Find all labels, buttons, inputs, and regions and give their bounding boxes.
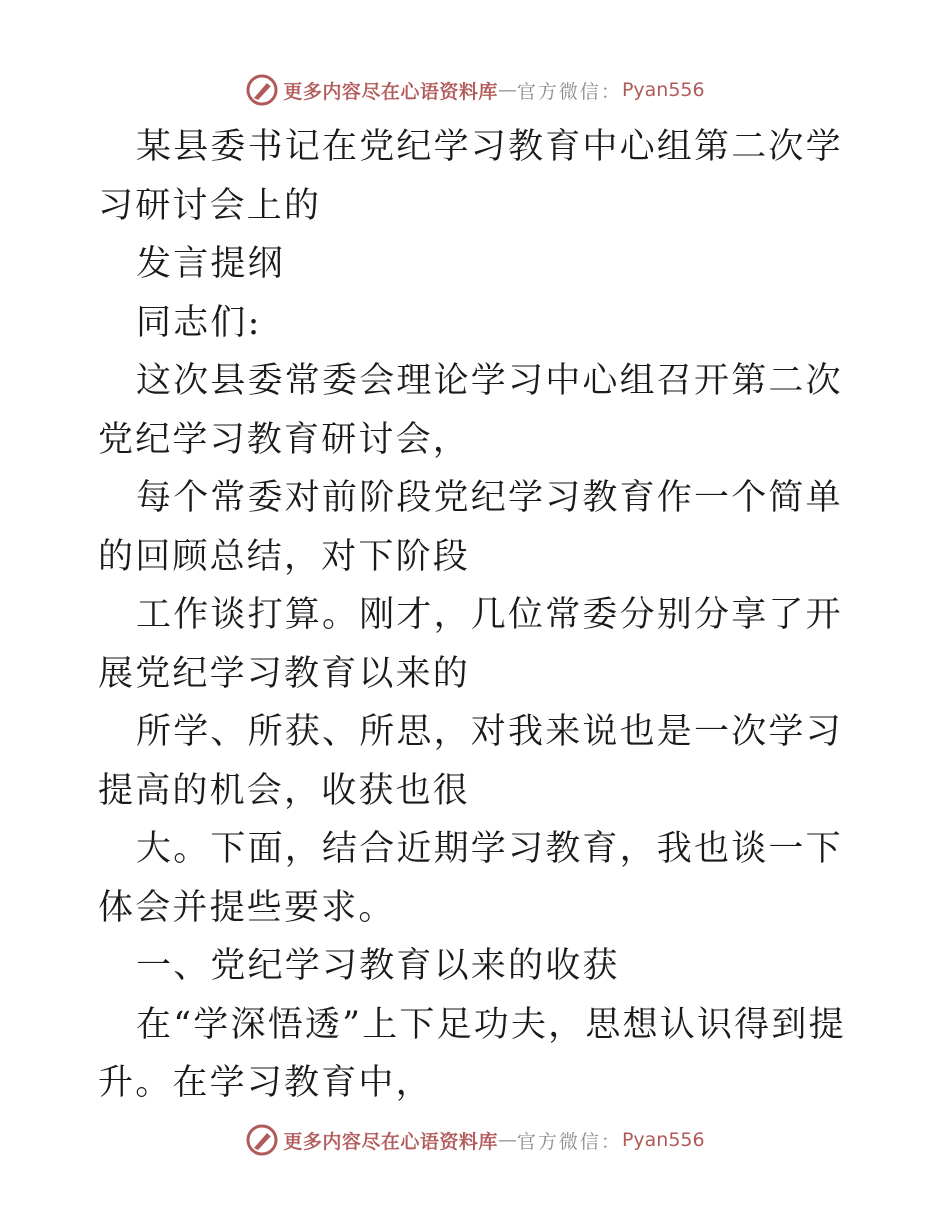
watermark-separator: — bbox=[497, 1129, 517, 1151]
paragraph: 大。下面，结合近期学习教育，我也谈一下体会并提些要求。 bbox=[98, 829, 843, 928]
salutation: 同志们: bbox=[136, 302, 262, 343]
watermark-brand: 更多内容尽在心语资料库 bbox=[283, 1130, 498, 1153]
watermark-account: Pyan556 bbox=[621, 1129, 705, 1151]
paragraph: 在“学深悟透”上下足功夫，思想认识得到提升。在学习教育中， bbox=[98, 1004, 846, 1103]
section-heading: 一、党纪学习教育以来的收获 bbox=[136, 946, 620, 986]
watermark-subtitle: 官方微信： bbox=[516, 1130, 622, 1153]
pen-circle-logo-icon bbox=[245, 1123, 279, 1157]
watermark-account: Pyan556 bbox=[621, 79, 705, 101]
watermark-brand: 更多内容尽在心语资料库 bbox=[283, 80, 498, 103]
watermark-separator: — bbox=[497, 79, 517, 101]
watermark-subtitle: 官方微信： bbox=[516, 80, 622, 103]
pen-circle-logo-icon bbox=[245, 73, 279, 107]
paragraph: 每个常委对前阶段党纪学习教育作一个简单的回顾总结，对下阶段 bbox=[98, 478, 843, 577]
document-title-line-1: 某县委书记在党纪学习教育中心组第二次学习研讨会上的 bbox=[98, 127, 843, 226]
watermark-footer bbox=[0, 1120, 950, 1160]
document-title-line-2: 发言提纲 bbox=[136, 244, 285, 284]
paragraph: 所学、所获、所思，对我来说也是一次学习提高的机会，收获也很 bbox=[98, 712, 843, 811]
paragraph: 这次县委常委会理论学习中心组召开第二次党纪学习教育研讨会， bbox=[98, 361, 843, 460]
document-body bbox=[98, 118, 858, 1113]
paragraph: 工作谈打算。刚才，几位常委分别分享了开展党纪学习教育以来的 bbox=[98, 595, 843, 694]
watermark-header bbox=[0, 70, 950, 110]
